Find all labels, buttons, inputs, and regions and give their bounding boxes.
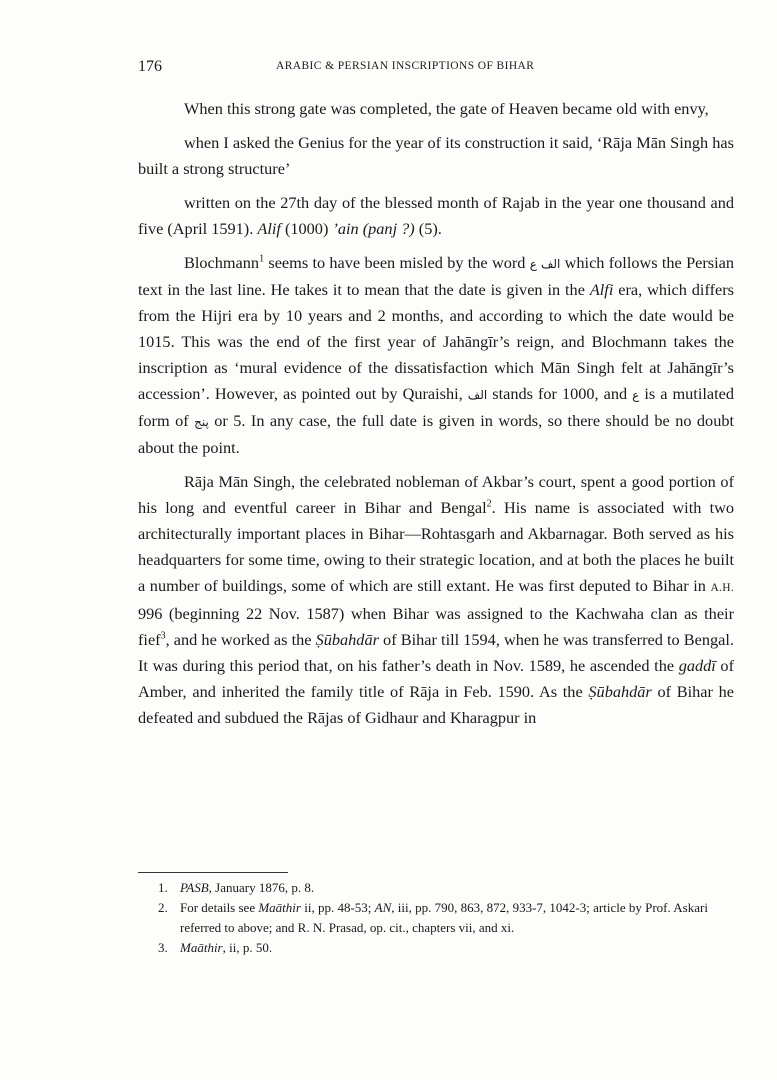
footnote-number: 1.: [158, 880, 168, 895]
verse-line-3: [138, 190, 734, 242]
text-run: of Bihar he defeated and subdued the Rājas of Gidhaur and Kharagpur in: [138, 682, 735, 727]
page-number: 176: [138, 58, 162, 75]
text-run: 996 (beginning 22 Nov. 1587) when Bihar was assigned to the Kachwaha clan as their fief: [138, 604, 734, 649]
italic-term: Alfi: [589, 280, 614, 299]
text-run: Rāja Mān Singh, the celebrated nobleman of Akbar’s court, spent a good portion of his long and eventful career in Bihar and Bengal: [138, 472, 734, 517]
text-run: ii, pp. 48-53;: [300, 900, 375, 915]
text-run: , iii, pp. 790, 863, 872, 933-7, 1042-3; article by Prof. Askari referred to above; and R. N. Prasad, op. cit., chapters vii, and xi.: [180, 900, 708, 935]
footnote-1: [138, 878, 738, 898]
arabic-word: ع: [632, 388, 640, 402]
paragraph-man-singh: [138, 469, 734, 731]
footnotes: [138, 878, 738, 958]
footnote-divider: [138, 872, 288, 873]
arabic-word: الف: [467, 388, 488, 402]
footnote-ref-3: 3: [160, 630, 166, 642]
text-run: of Bihar till 1594, when he was transferred to Bengal. It was during this period that, on his father’s death in Nov. 1589, he ascended the: [138, 630, 734, 675]
paragraph-blochmann: [138, 250, 734, 461]
italic-term: ’ain (panj ?): [332, 219, 415, 238]
italic-term: Alif: [257, 219, 281, 238]
text-run: (5).: [414, 219, 442, 238]
text-run: is a mutilated form of: [138, 384, 734, 430]
italic-term: Ṣūbahdār: [588, 682, 652, 701]
text-run: , January 1876, p. 8.: [208, 880, 315, 895]
italic-term: PASB: [180, 880, 209, 895]
text-run: seems to have been misled by the word: [264, 253, 530, 272]
verse-line-2: when I asked the Genius for the year of its construction it said, ‘Rāja Mān Singh has built a strong structure’: [138, 133, 734, 178]
italic-term: Maāthir: [180, 940, 223, 955]
text-run: , ii, p. 50.: [222, 940, 273, 955]
page-header: [138, 58, 738, 80]
footnote-number: 2.: [158, 900, 168, 915]
verse-line-1: When this strong gate was completed, the gate of Heaven became old with envy,: [184, 99, 709, 118]
footnote-ref-2: 2: [486, 498, 492, 510]
running-head: ARABIC & PERSIAN INSCRIPTIONS OF BIHAR: [276, 60, 535, 72]
footnote-2: [138, 898, 738, 938]
text-run: which follows the Persian text in the last line. He takes it to mean that the date is given in the: [138, 253, 735, 299]
text-run: (1000): [280, 219, 333, 238]
italic-term: Maāthir: [258, 900, 301, 915]
arabic-word: الف ع: [529, 257, 561, 271]
footnote-ref-1: 1: [259, 253, 265, 265]
small-caps-term: A.H.: [710, 582, 734, 594]
footnote-3: [138, 938, 738, 958]
text-run: For details see: [180, 900, 259, 915]
text-run: . His name is associated with two architecturally important places in Bihar—Rohtasgarh and Akbarnagar. Both served as his headquarters for some time, owing to their strategic location, and at both the places he built a number of buildings, some of which are still extant. He was first deputed to Bihar in: [138, 498, 734, 595]
text-run: Blochmann: [184, 253, 260, 272]
arabic-word: پنج: [194, 415, 209, 429]
text-run: or 5. In any case, the full date is given in words, so there should be no doubt about the point.: [138, 411, 734, 457]
text-run: , and he worked as the: [165, 630, 316, 649]
text-run: of Amber, and inherited the family title of Rāja in Feb. 1590. As the: [138, 656, 734, 701]
footnote-number: 3.: [158, 940, 168, 955]
text-run: stands for 1000, and: [487, 384, 633, 403]
text-run: era, which differs from the Hijri era by 10 years and 2 months, and according to which the date would be 1015. This was the end of the first year of Jahāngīr’s reign, and Blochmann takes the inscription as ‘mural evidence of the dissatisfaction which Mān Singh felt at Jahāngīr’s accession’. However, as pointed out by Quraishi,: [138, 280, 734, 403]
body-text: [138, 96, 734, 739]
italic-term: Ṣūbahdār: [315, 630, 379, 649]
text-run: written on the 27th day of the blessed month of Rajab in the year one thousand and five (April 1591).: [138, 193, 734, 238]
italic-term: gaddī: [678, 656, 716, 675]
italic-term: AN: [374, 900, 392, 915]
